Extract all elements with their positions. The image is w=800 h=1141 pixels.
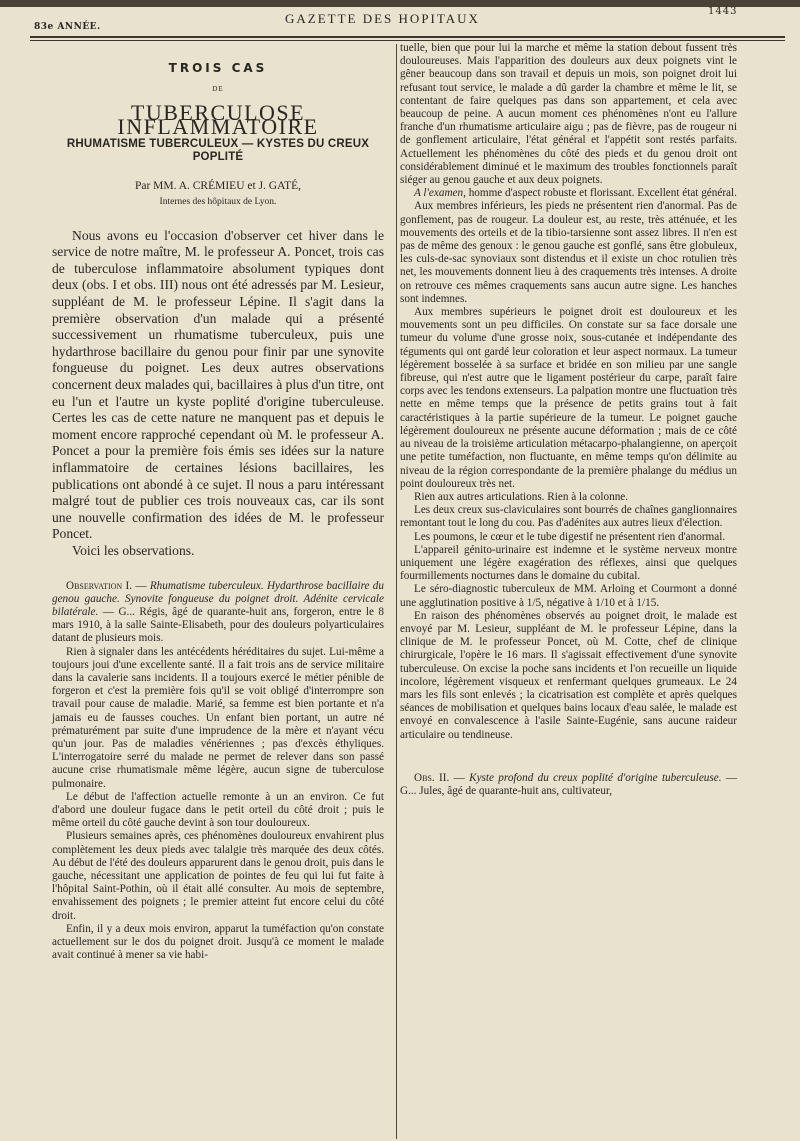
- exam-paragraph: Aux membres supérieurs le poignet droit est douloureux et les mouvements sont un peu difficiles. On constate sur sa face dorsale une tumeur du volume d'une grosse noix, sous-cutanée et indépendante des téguments qui ont gardé leur coloration et leur aspect normaux. La tumeur légèrement bosselée à sa surface et bridée en son milieu par une sangle fibreuse, qui n'est autre que le ligament postérieur du carpe, paraît faire corps avec les tendons extenseurs. La palpation montre une fluctuation très nette en même temps que la présence de petits grains tout à fait caractéristiques à la partie supérieure de la tumeur. Le poignet gauche légèrement douloureux ne présente aucune déformation ; mais de ce côté au niveau de la troisième articulation métacarpo-phalangienne, on aperçoit une petite tuméfaction, non fluctuante, en même temps qu'on délimite au niveau de la région correspondante de la première phalange du médius un point douloureux très net.: [400, 306, 737, 490]
- header-rule: [30, 36, 785, 38]
- left-column: [52, 44, 384, 962]
- journal-title: GAZETTE DES HOPITAUX: [285, 11, 480, 26]
- column-divider: [396, 44, 397, 1139]
- exam-paragraph: L'appareil génito-urinaire est indemne et le système nerveux montre uniquement une légère exagération des réflexes, ainsi que quelques fourmillements nocturnes dans le domaine du cubital.: [400, 543, 737, 583]
- exam-text: homme d'aspect robuste et florissant. Excellent état général.: [468, 187, 737, 200]
- article-authors: Par MM. A. CRÉMIEU et J. GATÉ,: [134, 180, 302, 193]
- exam-paragraph: En raison des phénomènes observés au poignet droit, le malade est envoyé par M. Lesieur, suppléant de M. le professeur Lépine, dans la clinique de M. le professeur Poncet, où M. Cotte, chef de clinique chirurgicale, l'opère le 16 mars. Il s'agissait effectivement d'une synovite tuberculeuse. On excise la poche sans incidents et l'on recueille un liquide incolore, légèrement visqueux et renfermant quelques grumeaux. Le 24 mars les fils sont enlevés ; la cicatrisation est complète et après quelques séances de mobilisation et quelques bains locaux d'eau salée, le malade est envoyé en convalescence à l'asile Sainte-Eugénie, sans aucune raideur articulaire ou tendineuse.: [400, 609, 737, 741]
- exam-paragraph: Le séro-diagnostic tuberculeux de MM. Arloing et Courmont a donné une agglutination positive à 1/5, négative à 1/10 et à 1/15.: [400, 583, 737, 609]
- exam-paragraph: Les deux creux sus-claviculaires sont bourrés de chaînes ganglionnaires remontant tout le long du cou. Pas d'adénites aux autres lieux d'élection.: [400, 504, 737, 530]
- page-number: 1443: [708, 6, 738, 17]
- obs2-label: Obs. II.: [414, 771, 450, 784]
- right-column: [400, 42, 737, 798]
- obs2-lead: G... Jules, âgé de quarante-huit ans, cultivateur,: [400, 784, 613, 797]
- article-subtitle: RHUMATISME TUBERCULEUX — KYSTES DU CREUX POPLITÉ: [66, 137, 370, 164]
- obs1-title: Rhumatisme tuberculeux. Hydarthrose bacillaire du genou gauche. Synovite fongueuse du poignet droit. Adénite cervicale bilatérale.: [52, 579, 384, 618]
- obs1-paragraph: Plusieurs semaines après, ces phénomènes douloureux envahirent plus complètement les deux pieds avec talalgie très marquée des deux côtés. Au début de l'été des douleurs apparurent dans le genou droit, puis dans le gauche, nécessitant une application de pointes de feu qui lui fut faite à l'hôpital Saint-Pothin, où il était allé consulter. Au mois de septembre, envahissement des poignets ; le premier atteint fut encore celui du côté droit.: [52, 830, 384, 922]
- obs1-lead: G... Régis, âgé de quarante-huit ans, forgeron, entre le 8 mars 1910, à la salle Sainte-Elisabeth, pour des douleurs polyarticulaires datant de plusieurs mois.: [52, 605, 385, 645]
- exam-paragraph: Rien aux autres articulations. Rien à la colonne.: [414, 490, 629, 503]
- obs1-paragraph: Rien à signaler dans les antécédents héréditaires du sujet. Lui-même a toujours joui d'une excellente santé. Il a fait trois ans de service militaire dans la cavalerie sans incidents. Il a toujours exercé le métier pénible de forgeron et c'est la première fois qu'il se voit obligé d'interrompre son travail pour cause de maladie. Marié, sa femme est bien portante et n'a jamais eu de fausses couches. Un enfant bien portant, un autre né prématurément par suite d'une imprudence de la mère et n'ayant vécu qu'un jour. Pas de maladies vénériennes ; pas d'excès éthyliques. L'interrogatoire serré du malade ne permet de relever dans son passé aucune crise rhumatismale même légère, aucun signe de tuberculose pulmonaire.: [52, 645, 384, 790]
- exam-paragraph: Les poumons, le cœur et le tube digestif ne présentent rien d'anormal.: [414, 530, 726, 543]
- obs1-paragraph: Le début de l'affection actuelle remonte à un an environ. Ce fut d'abord une douleur fugace dans le petit orteil du côté droit ; puis le même orteil du côté gauche devint à son tour douloureux.: [52, 790, 384, 830]
- intro-paragraph: Nous avons eu l'occasion d'observer cet hiver dans le service de notre maître, M. le professeur A. Poncet, trois cas de tuberculose inflammatoire absolument typiques dont deux (obs. I et obs. III) nous ont été adressés par M. Lesieur, suppléant de M. le professeur Lépine. Il s'agit dans la première observation d'un malade qui a présenté successivement un rhumatisme tuberculeux, puis une hydarthrose bacillaire du genou pour finir par une synovite fongueuse du poignet. Les deux autres observations concernent deux malades qui, bacillaires à plus d'un titre, ont eu l'un et l'autre un kyste poplité d'origine tuberculeuse. Certes les cas de cette nature ne manquent pas et depuis le moment encore rapproché cependant où M. le professeur A. Poncet a pour la première fois émis ses idées sur la nature inflammatoire de certaines lésions bacillaires, les publications ont abondé à ce sujet. Il nous a paru intéressant malgré tout de publier ces trois nouveaux cas, car ils sont une nouvelle confirmation des idées de M. le professeur Poncet.: [52, 227, 384, 542]
- observation-1: Observation I. — Rhumatisme tuberculeux. Hydarthrose bacillaire du genou gauche. Synovite fongueuse du poignet droit. Adénite cervicale bilatérale. — G... Régis, âgé de quarante-huit ans, forgeron, entre le 8 mars 1910, à la salle Sainte-Elisabeth, pour des douleurs polyarticulaires datant de plusieurs mois. Rien à signaler dans les antécédents héréditaires du sujet. Lui-même a toujours joui d'une excellente santé. Il a fait trois ans de service militaire dans la cavalerie sans incidents. Il a toujours exercé le métier pénible de forgeron et c'est la première fois qu'il se voit obligé d'interrompre son travail pour cause de maladie. Marié, sa femme est bien portante et n'a jamais eu de fausses couches. Un enfant bien portant, un autre né prématurément par suite d'une imprudence de la mère et n'ayant vécu qu'un jour. Pas de maladies vénériennes ; pas d'excès éthyliques. L'interrogatoire serré du malade ne permet de relever dans son passé aucune crise rhumatismale même légère, aucun signe de tuberculose pulmonaire. Le début de l'affection actuelle remonte à un an environ. Ce fut d'abord une douleur fugace dans le petit orteil du côté droit ; puis le même orteil du côté gauche devint à son tour douloureux. Plusieurs semaines après, ces phénomènes douloureux envahirent plus complètement les deux pieds avec talalgie très marquée des deux côtés. Au début de l'été des douleurs apparurent dans le genou droit, puis dans le gauche, nécessitant une application de pointes de feu qui lui fut faite à l'hôpital Saint-Pothin, où il était allé consulter. Au mois de septembre, envahissement des poignets ; le premier atteint fut encore celui du côté droit. Enfin, il y a deux mois environ, apparut la tuméfaction qu'on constate actuellement sur le dos du poignet droit. Jusqu'à ce moment le malade avait continué à mener sa vie habi-: [52, 579, 385, 962]
- volume-label: 83e ANNÉE.: [34, 22, 101, 32]
- intro-paragraph-2: Voici les observations.: [72, 542, 195, 558]
- page-header: [0, 6, 800, 34]
- author-institution: Internes des hôpitaux de Lyon.: [159, 197, 277, 208]
- header-rule-thin: [30, 40, 785, 41]
- obs1-label: Observation I.: [66, 579, 133, 592]
- obs2-title: Kyste profond du creux poplité d'origine tuberculeuse.: [469, 771, 722, 784]
- exam-paragraph: Aux membres inférieurs, les pieds ne présentent rien d'anormal. Pas de gonflement, pas de rougeur. La douleur est, au reste, très atténuée, et les mouvements des orteils et de la tibio-tarsienne sont assez libres. Il n'en est pas de même des genoux : le genou gauche est gonflé, sans être globuleux, les culs-de-sac synoviaux sont distendus et il existe un choc rotulien très net, les mouvements donnent lieu à des craquements très intenses. A droite on retrouve ces mêmes craquements sans aucun autre signe. Les hanches sont indemnes.: [400, 200, 737, 305]
- article-heading: [52, 62, 384, 210]
- article-kicker: TROIS CAS: [168, 61, 268, 75]
- exam-label: A l'examen,: [414, 187, 466, 200]
- obs1-paragraph: Enfin, il y a deux mois environ, apparut la tuméfaction qu'on constate actuellement sur le dos du poignet droit. Jusqu'à ce moment le malade avait continué à mener sa vie habi-: [52, 922, 384, 962]
- article-title: TUBERCULOSE INFLAMMATOIRE: [117, 100, 319, 139]
- obs1-continued: tuelle, bien que pour lui la marche et même la station debout fussent très douloureuses. Mais l'apparition des douleurs aux deux poignets vint le gêner beaucoup dans son travail et depuis un mois, son poignet droit lui refusant tout service, le malade a dû garder la chambre et même le lit, se contentant de faire quelques pas dans son appartement, et cela avec beaucoup de peine. A aucun moment ces phénomènes n'ont eu l'allure franche d'un rhumatisme articulaire aigu ; pas de fièvre, pas de rougeur ni de gonflement articulaire, l'état général et l'appétit sont restés parfaits. Actuellement les phénomènes du côté des pieds et du genou droit ont considérablement diminué et le maximum des troubles fonctionnels paraît siéger au genou gauche et aux deux poignets.: [400, 42, 737, 187]
- introduction: [52, 228, 384, 560]
- observation-2: Obs. II. — Kyste profond du creux poplité d'origine tuberculeuse. — G... Jules, âgé de quarante-huit ans, cultivateur,: [400, 771, 738, 797]
- article-de: DE: [212, 85, 224, 94]
